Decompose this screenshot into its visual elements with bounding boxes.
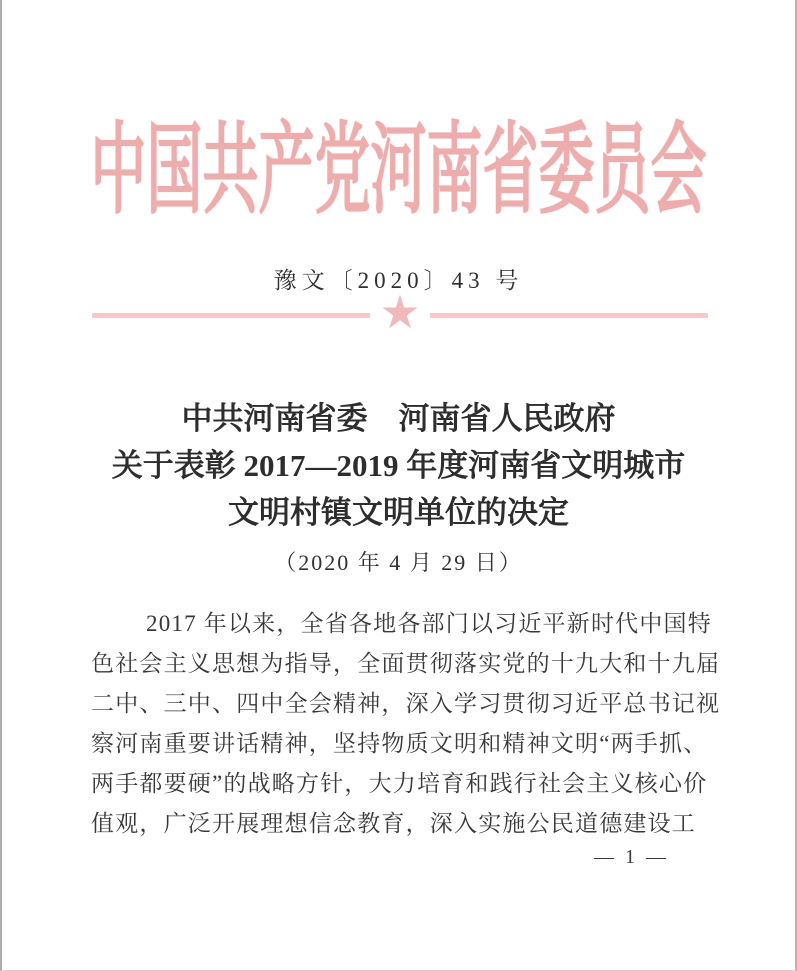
document-date: （2020 年 4 月 29 日） (274, 550, 523, 575)
body-line: 值观，广泛开展理想信念教育，深入实施公民道德建设工 (91, 811, 696, 836)
divider-line-left (92, 313, 370, 318)
body-line: 两手都要硬”的战略方针，大力培育和践行社会主义核心价 (91, 771, 708, 796)
title-line: 中共河南省委 河南省人民政府 (181, 401, 616, 436)
divider-line-right (430, 313, 708, 318)
letterhead-org-name: 中国共产党河南省委员会 (90, 116, 707, 227)
body-line: 2017 年以来，全省各地各部门以习近平新时代中国特 (146, 611, 712, 636)
document-title (2, 395, 795, 536)
body-line: 二中、三中、四中全会精神，深入学习贯彻习近平总书记视 (91, 691, 721, 716)
title-line: 关于表彰 2017—2019 年度河南省文明城市 (111, 448, 686, 483)
star-icon: ★ (379, 287, 421, 338)
body-line: 察河南重要讲话精神，坚持物质文明和精神文明“两手抓、 (91, 731, 708, 756)
body-paragraph (91, 604, 721, 844)
body-line: 色社会主义思想为指导，全面贯彻落实党的十九大和十九届 (91, 651, 721, 676)
red-divider (92, 287, 708, 338)
title-line: 文明村镇文明单位的决定 (228, 495, 569, 530)
letterhead (2, 100, 795, 225)
document-number: 豫文〔2020〕43 号 (273, 268, 524, 293)
page-number: — 1 — (594, 846, 669, 868)
